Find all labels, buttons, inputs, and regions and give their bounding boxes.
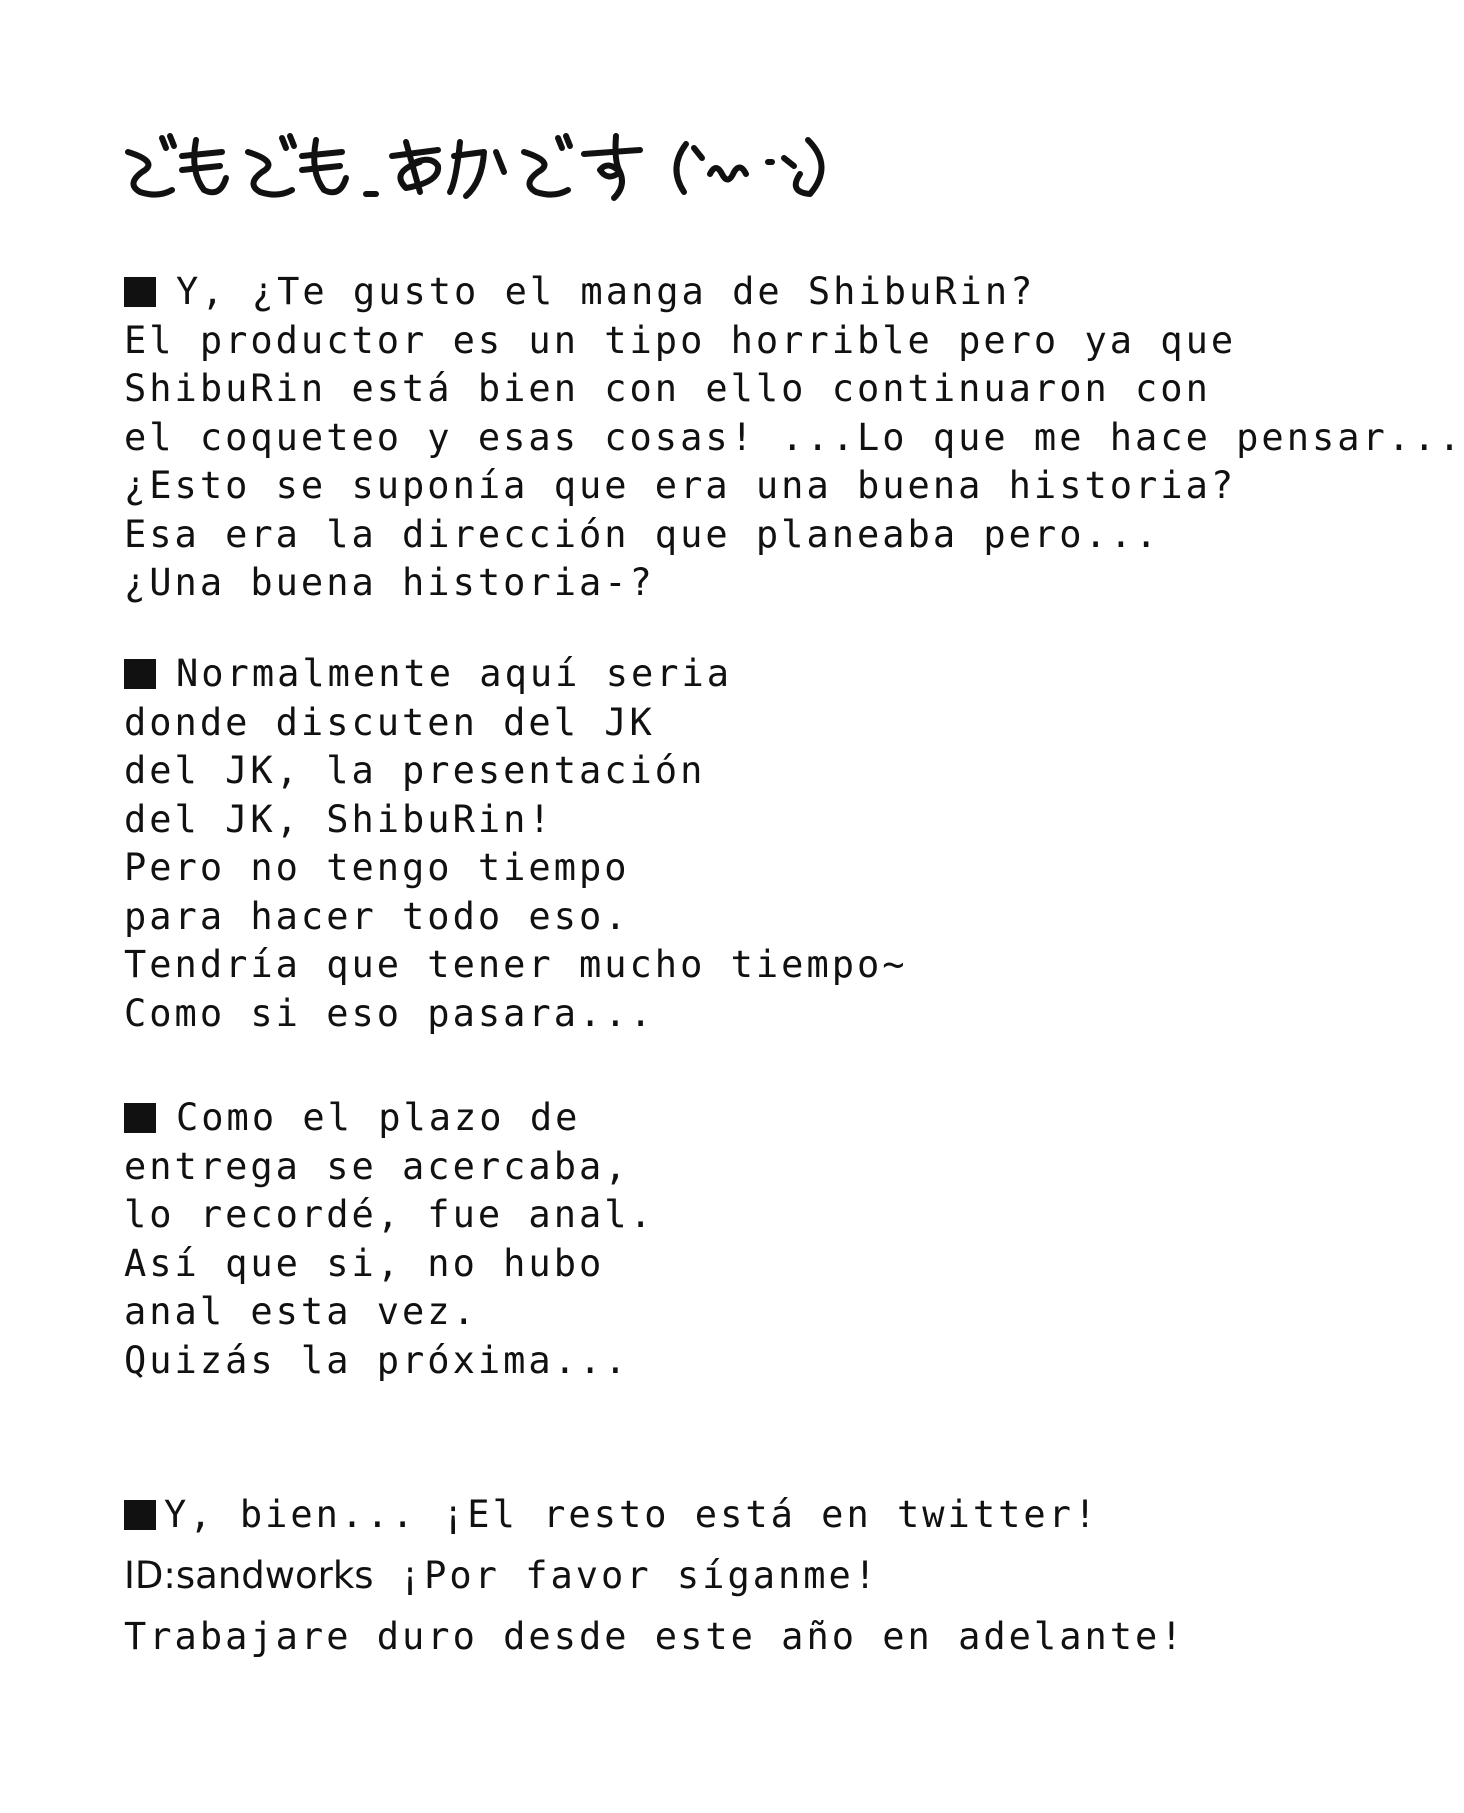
- text-line: Como si eso pasara...: [124, 991, 655, 1035]
- text-line: [124, 1484, 1186, 1545]
- text-line: del JK, la presentación: [124, 749, 706, 792]
- text-line: ShibuRin está bien con ello continuaron con: [124, 367, 1211, 410]
- text-line-content: Y, bien... ¡El resto está en twitter!: [164, 1493, 1100, 1536]
- handwritten-title-drawing: [120, 122, 840, 202]
- section-jk-discussion: [124, 650, 908, 1038]
- square-bullet-icon: [124, 1500, 156, 1530]
- text-line: lo recordé, fue anal.: [124, 1193, 655, 1236]
- section-shiburin-manga: [124, 268, 1464, 608]
- text-line-content: Normalmente aquí seria: [176, 652, 733, 695]
- text-line: Así que si, no hubo: [124, 1241, 605, 1285]
- section-twitter: [124, 1484, 1186, 1667]
- text-line: ¿Una buena historia-?: [124, 561, 655, 604]
- twitter-id-line: [124, 1545, 1186, 1606]
- text-line: el coqueteo y esas cosas! ...Lo que me hace pensar...: [124, 415, 1464, 459]
- text-line: [124, 268, 1464, 317]
- text-line: Trabajare duro desde este año en adelante!: [124, 1615, 1186, 1658]
- text-line: del JK, ShibuRin!: [124, 797, 554, 841]
- text-line: donde discuten del JK: [124, 700, 655, 744]
- square-bullet-icon: [124, 1103, 156, 1133]
- follow-request: ¡Por favor síganme!: [373, 1554, 880, 1597]
- text-line: ¿Esto se suponía que era una buena historia?: [124, 464, 1237, 507]
- square-bullet-icon: [124, 659, 156, 689]
- text-line: para hacer todo eso.: [124, 894, 630, 938]
- text-line-content: Como el plazo de: [176, 1096, 581, 1139]
- text-line: anal esta vez.: [124, 1290, 478, 1333]
- handwritten-title: [120, 122, 840, 202]
- text-line: entrega se acercaba,: [124, 1144, 630, 1188]
- text-line: [124, 1094, 655, 1143]
- text-line: El productor es un tipo horrible pero ya que: [124, 318, 1237, 362]
- text-line: [124, 650, 908, 699]
- text-line: Esa era la dirección que planeaba pero...: [124, 512, 1161, 556]
- section-deadline: [124, 1094, 655, 1385]
- text-line-content: Y, ¿Te gusto el manga de ShibuRin?: [176, 270, 1036, 313]
- text-line: Quizás la próxima...: [124, 1338, 630, 1382]
- text-line: Tendría que tener mucho tiempo~: [124, 943, 908, 986]
- square-bullet-icon: [124, 277, 156, 307]
- twitter-id: ID:sandworks: [124, 1554, 374, 1597]
- text-line: Pero no tengo tiempo: [124, 846, 630, 889]
